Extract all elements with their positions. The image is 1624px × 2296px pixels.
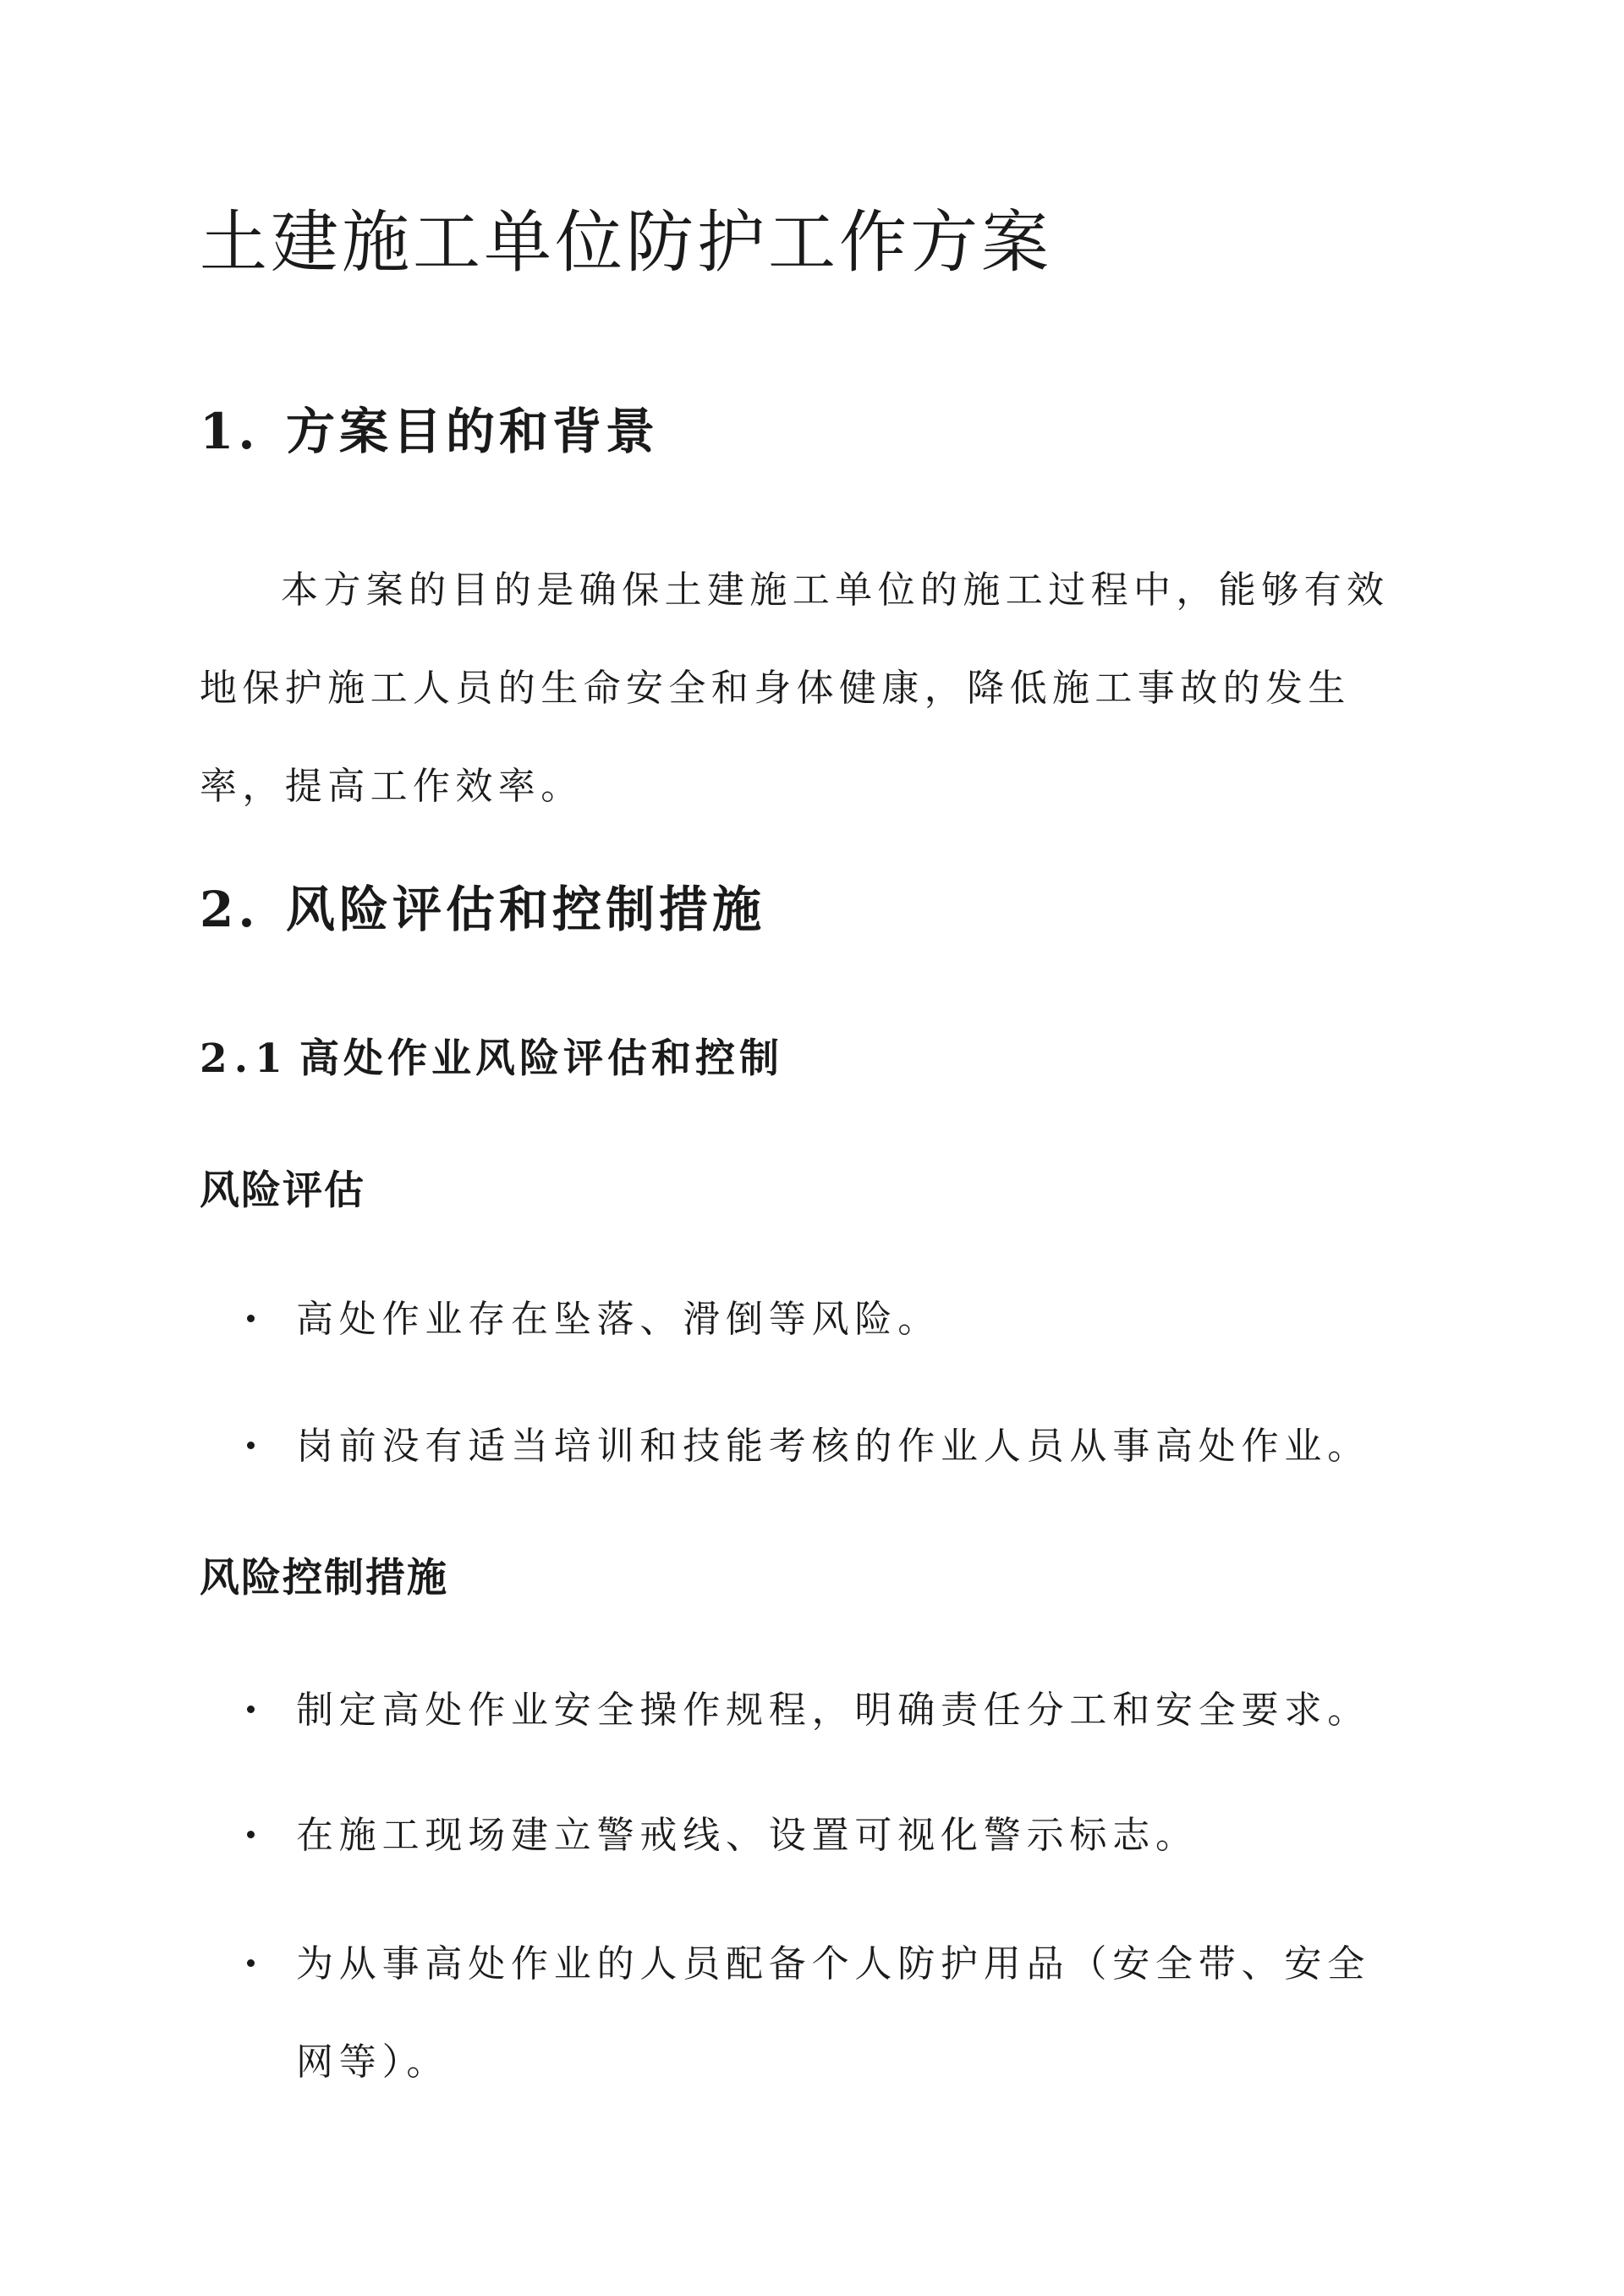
section-1-heading — [200, 398, 659, 465]
risk-assessment-heading: 风险评估 — [200, 1167, 365, 1214]
section-1-number: 1. — [200, 403, 260, 460]
subsection-2-1-number: 2.1 — [200, 1035, 289, 1082]
risk-control-heading: 风险控制措施 — [200, 1555, 448, 1601]
section-2-number: 2. — [200, 881, 260, 938]
list-item-text: 岗前没有适当培训和技能考核的作业人员从事高处作业。 — [296, 1425, 1370, 1468]
page-title: 土建施工单位防护工作方案 — [200, 203, 1052, 282]
bullet-dot — [247, 1315, 255, 1322]
list-item-text: 在施工现场建立警戒线、设置可视化警示标志。 — [296, 1814, 1199, 1857]
bullet-dot — [247, 1959, 255, 1967]
section-2-heading — [200, 876, 765, 943]
subsection-2-1-title: 高处作业风险评估和控制 — [299, 1035, 783, 1082]
list-item-text: 制定高处作业安全操作规程，明确责任分工和安全要求。 — [296, 1689, 1370, 1732]
section-1-title: 方案目的和背景 — [286, 403, 660, 460]
bullet-dot — [247, 1442, 255, 1449]
bullet-dot — [247, 1706, 255, 1713]
section-1-paragraph: 本方案的目的是确保土建施工单位的施工过程中，能够有效地保护施工人员的生命安全和身体健康，降低施工事故的发生率，提高工作效率。 — [200, 569, 1390, 808]
section-2-title: 风险评估和控制措施 — [286, 881, 766, 938]
subsection-2-1-heading — [200, 1032, 783, 1086]
list-item-text: 为从事高处作业的人员配备个人防护用品（安全带、安全网等）。 — [296, 1942, 1370, 2084]
list-item-text: 高处作业存在坠落、滑倒等风险。 — [296, 1298, 941, 1341]
bullet-dot — [247, 1831, 255, 1838]
